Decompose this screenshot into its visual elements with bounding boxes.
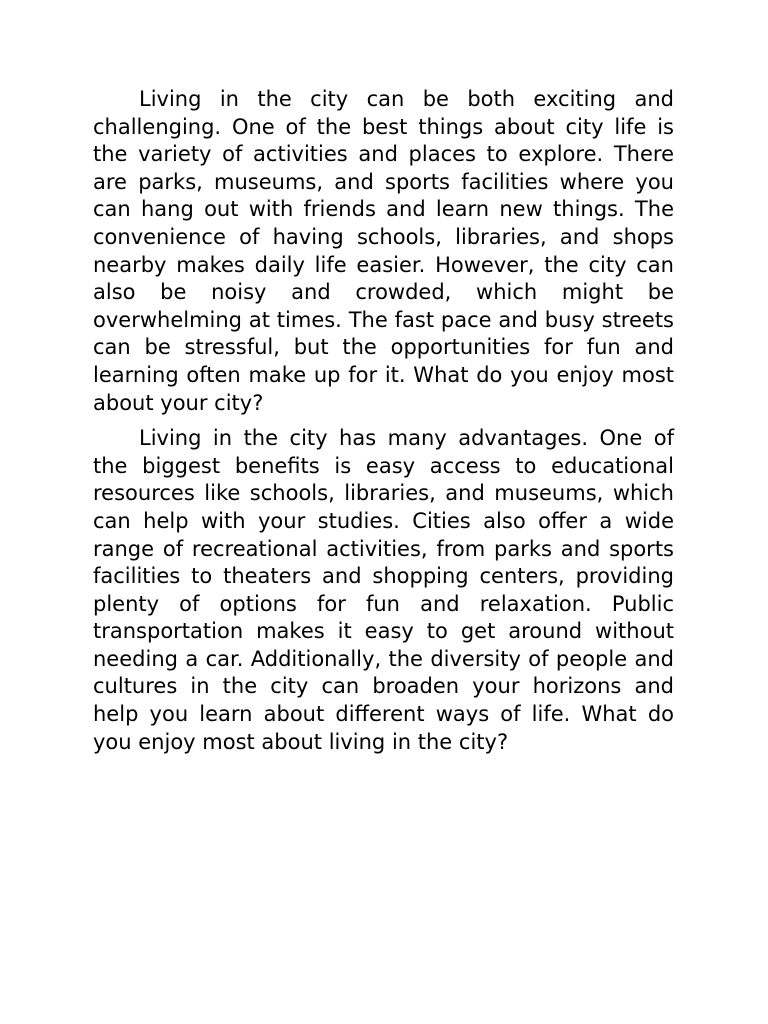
- paragraph-city-advantages: Living in the city has many advantages. One of the biggest benefits is easy access to educational resources like schools, libraries, and museums, which can help with your studies. Cities also offer a wide range of recreational activities, from parks and sports facilities to theaters and shopping centers, providing plenty of options for fun and relaxation. Public transportation makes it easy to get around without needing a car. Additionally, the diversity of people and cultures in the city can broaden your horizons and help you learn about different ways of life. What do you enjoy most about living in the city?: [93, 426, 674, 754]
- document-body: [93, 86, 674, 764]
- paragraph-city-life-intro: Living in the city can be both exciting and challenging. One of the best things about city life is the variety of activities and places to explore. There are parks, museums, and sports facilities where you can hang out with friends and learn new things. The convenience of having schools, libraries, and shops nearby makes daily life easier. However, the city can also be noisy and crowded, which might be overwhelming at times. The fast pace and busy streets can be stressful, but the opportunities for fun and learning often make up for it. What do you enjoy most about your city?: [93, 87, 674, 415]
